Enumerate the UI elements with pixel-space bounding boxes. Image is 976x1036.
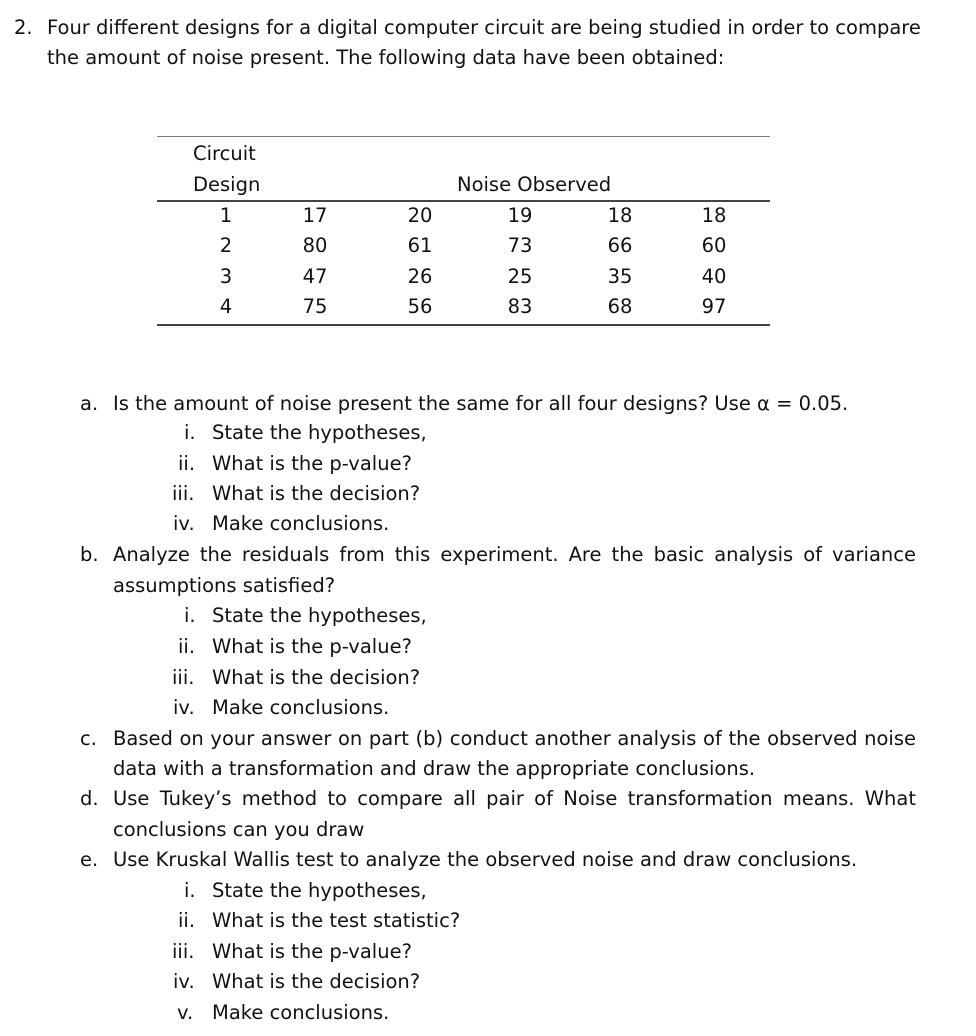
part-b-sub-iv-text: Make conclusions.: [212, 696, 390, 719]
part-a-sub-iii-text: What is the decision?: [212, 482, 421, 505]
part-e-text: Use Kruskal Wallis test to analyze the observed noise and draw conclusions.: [113, 848, 858, 871]
part-b-sub-i-text: State the hypotheses,: [212, 604, 427, 627]
cell-noise-value: 19: [507, 204, 533, 227]
header-circuit: Circuit: [193, 142, 256, 165]
cell-noise-value: 83: [507, 295, 533, 318]
part-e-sub-iv-label: iv.: [173, 970, 195, 993]
cell-design: 1: [219, 204, 233, 227]
cell-noise-value: 60: [701, 234, 727, 257]
question-text-line1: Four different designs for a digital computer circuit are being studied in order to compare: [47, 16, 921, 39]
header-design: Design: [193, 173, 261, 196]
part-b-sub-ii-text: What is the p-value?: [212, 635, 412, 658]
cell-noise-value: 68: [607, 295, 633, 318]
part-b-label: b.: [80, 543, 99, 566]
part-b-text-line2: assumptions satisfied?: [113, 574, 336, 597]
part-a-text: Is the amount of noise present the same for all four designs? Use α = 0.05.: [113, 392, 849, 415]
question-text-line2: the amount of noise present. The following data have been obtained:: [47, 46, 725, 69]
part-c-text-line2: data with a transformation and draw the appropriate conclusions.: [113, 757, 756, 780]
cell-design: 4: [219, 295, 233, 318]
cell-noise-value: 17: [302, 204, 328, 227]
cell-noise-value: 80: [302, 234, 328, 257]
part-c-label: c.: [80, 727, 97, 750]
part-a-sub-i-label: i.: [184, 421, 196, 444]
cell-design: 2: [219, 234, 233, 257]
part-e-sub-ii-label: ii.: [178, 909, 196, 932]
cell-noise-value: 97: [701, 295, 727, 318]
part-c-text-line1: Based on your answer on part (b) conduct another analysis of the observed noise: [113, 727, 916, 750]
part-a-sub-ii-text: What is the p-value?: [212, 452, 412, 475]
table-header-rule: [157, 200, 770, 202]
part-e-sub-iii-text: What is the p-value?: [212, 940, 412, 963]
cell-noise-value: 25: [507, 265, 533, 288]
part-a-sub-ii-label: ii.: [178, 452, 196, 475]
cell-design: 3: [219, 265, 233, 288]
part-d-label: d.: [80, 787, 99, 810]
part-e-sub-iii-label: iii.: [172, 940, 195, 963]
cell-noise-value: 40: [701, 265, 727, 288]
part-b-sub-iv-label: iv.: [173, 696, 195, 719]
part-b-sub-iii-text: What is the decision?: [212, 666, 421, 689]
header-noise-observed: Noise Observed: [457, 173, 612, 196]
cell-noise-value: 47: [302, 265, 328, 288]
cell-noise-value: 56: [407, 295, 433, 318]
part-b-sub-ii-label: ii.: [178, 635, 196, 658]
table-bottom-rule: [157, 324, 770, 326]
cell-noise-value: 18: [701, 204, 727, 227]
part-b-text-line1: Analyze the residuals from this experiment. Are the basic analysis of variance: [113, 543, 916, 566]
part-a-label: a.: [80, 392, 99, 415]
cell-noise-value: 75: [302, 295, 328, 318]
part-a-sub-i-text: State the hypotheses,: [212, 421, 427, 444]
part-a-sub-iv-label: iv.: [173, 512, 195, 535]
cell-noise-value: 26: [407, 265, 433, 288]
part-e-label: e.: [80, 848, 99, 871]
part-e-sub-i-label: i.: [184, 879, 196, 902]
part-e-sub-v-text: Make conclusions.: [212, 1001, 390, 1024]
part-a-sub-iii-label: iii.: [172, 482, 195, 505]
cell-noise-value: 18: [607, 204, 633, 227]
table-top-rule: [157, 136, 770, 137]
part-b-sub-i-label: i.: [184, 604, 196, 627]
part-d-text-line2: conclusions can you draw: [113, 818, 365, 841]
part-e-sub-ii-text: What is the test statistic?: [212, 909, 461, 932]
part-e-sub-v-label: v.: [177, 1001, 194, 1024]
part-a-sub-iv-text: Make conclusions.: [212, 512, 390, 535]
cell-noise-value: 20: [407, 204, 433, 227]
cell-noise-value: 66: [607, 234, 633, 257]
part-d-text-line1: Use Tukey’s method to compare all pair of Noise transformation means. What: [113, 787, 916, 810]
cell-noise-value: 35: [607, 265, 633, 288]
cell-noise-value: 61: [407, 234, 433, 257]
question-number: 2.: [14, 16, 33, 39]
part-e-sub-i-text: State the hypotheses,: [212, 879, 427, 902]
part-b-sub-iii-label: iii.: [172, 666, 195, 689]
part-e-sub-iv-text: What is the decision?: [212, 970, 421, 993]
cell-noise-value: 73: [507, 234, 533, 257]
